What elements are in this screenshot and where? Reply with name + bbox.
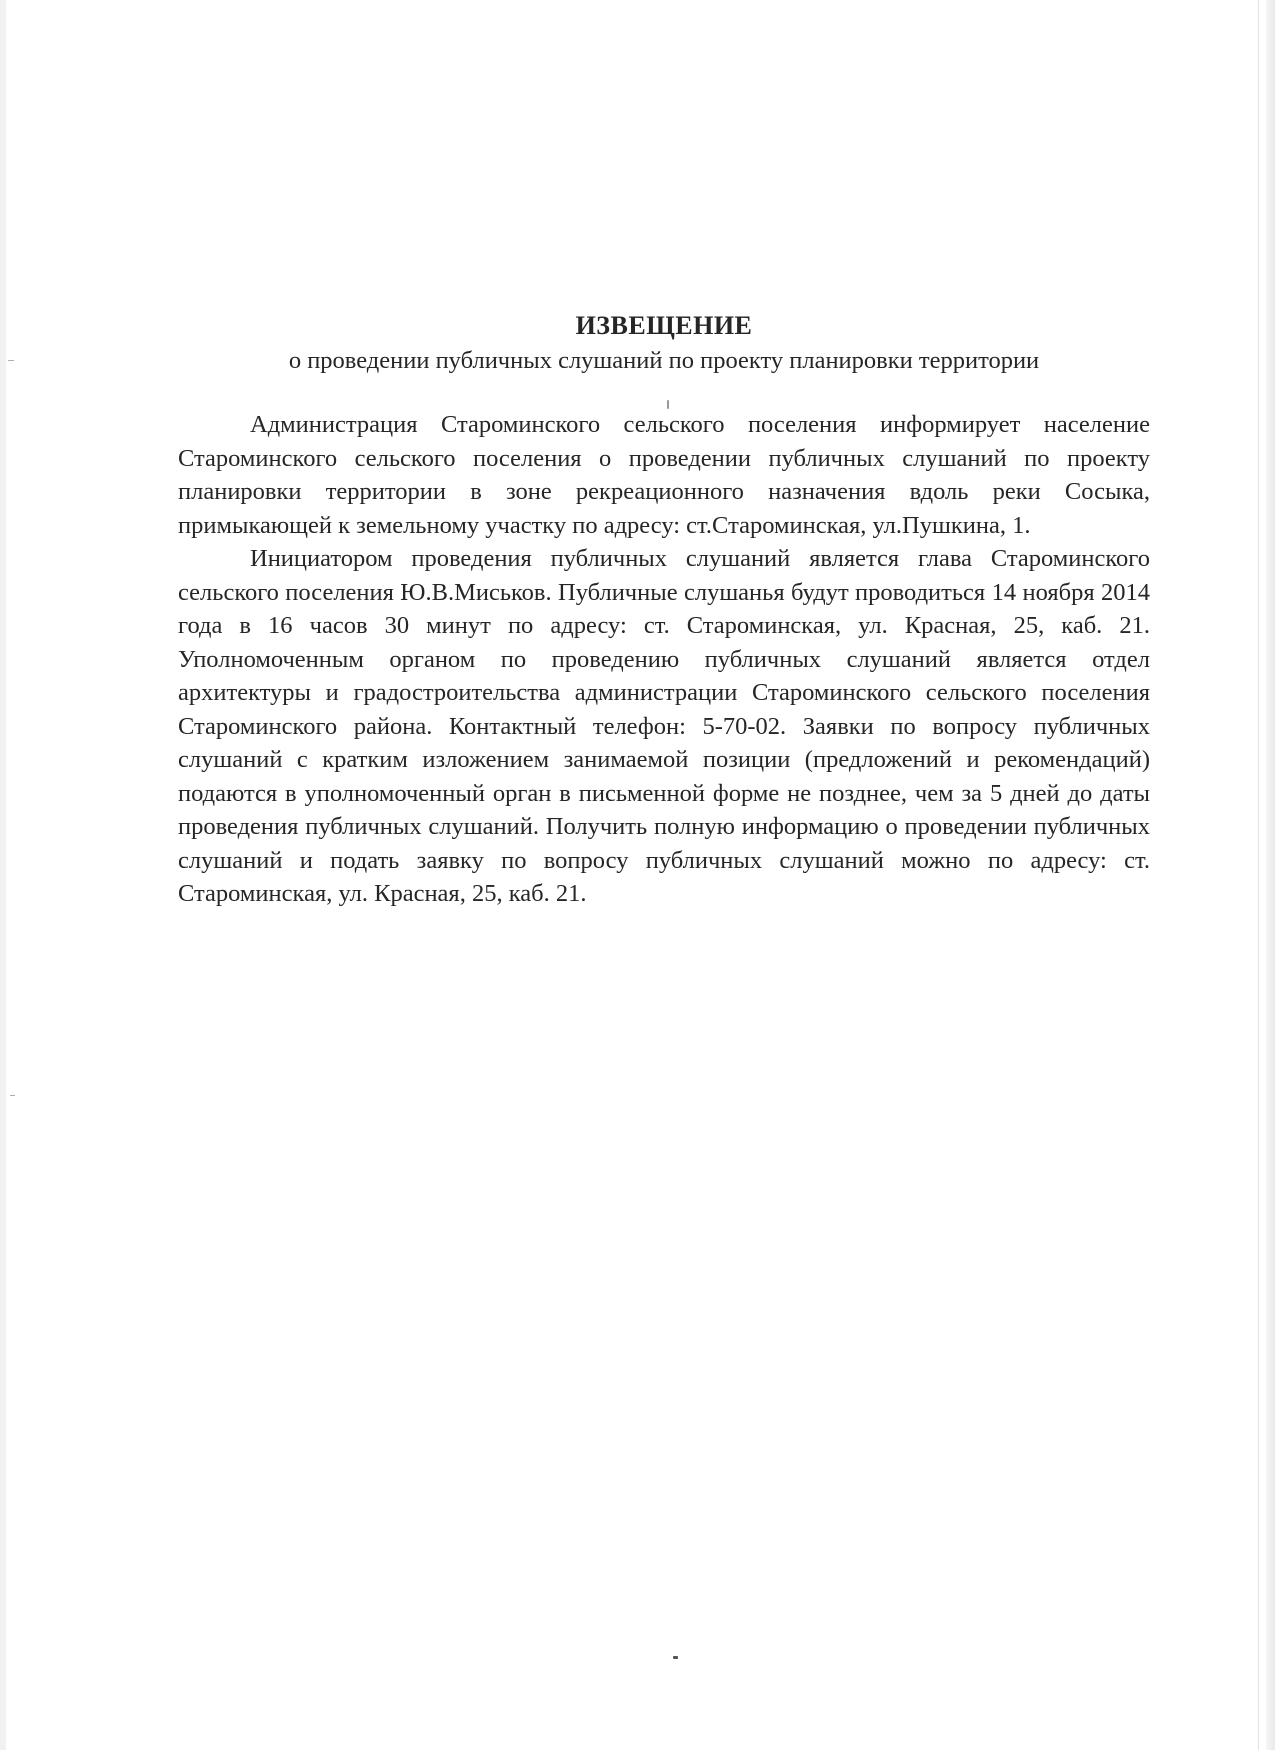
scan-speck — [673, 1656, 678, 1659]
scan-speck — [10, 1095, 15, 1096]
scan-speck — [8, 360, 14, 361]
scan-left-edge — [0, 0, 6, 1750]
notice-paragraph-1: Администрация Староминского сельского поселения информирует население Староминского сельского поселения о проведении публичных слушаний по проекту планировки территории в зоне рекреационного назначения вдоль реки Сосыка, примыкающей к земельному участку по адресу: ст.Староминская, ул.Пушкина, 1. — [178, 411, 1150, 539]
notice-subtitle: о проведении публичных слушаний по проекту планировки территории — [288, 347, 1040, 374]
notice-title: ИЗВЕЩЕНИЕ — [575, 311, 753, 340]
notice-paragraph-2: Инициатором проведения публичных слушаний является глава Староминского сельского поселения Ю.В.Миськов. Публичные слушанья будут проводиться 14 ноября 2014 года в 16 часов 30 минут по адресу: ст. Староминская, ул. Красная, 25, каб. 21. Уполномоченным органом по проведению публичных слушаний является отдел архитектуры и градостроительства администрации Староминского сельского поселения Староминского района. Контактный телефон: 5-70-02. Заявки по вопросу публичных слушаний с кратким изложением занимаемой позиции (предложений и рекомендаций) подаются в уполномоченный орган в письменной форме не позднее, чем за 5 дней до даты проведения публичных слушаний. Получить полную информацию о проведении публичных слушаний и подать заявку по вопросу публичных слушаний можно по адресу: ст. Староминская, ул. Красная, 25, каб. 21. — [178, 545, 1150, 907]
scan-right-fold-line — [1258, 0, 1259, 1750]
notice-document — [178, 308, 1150, 911]
scan-right-edge — [1266, 0, 1275, 1750]
